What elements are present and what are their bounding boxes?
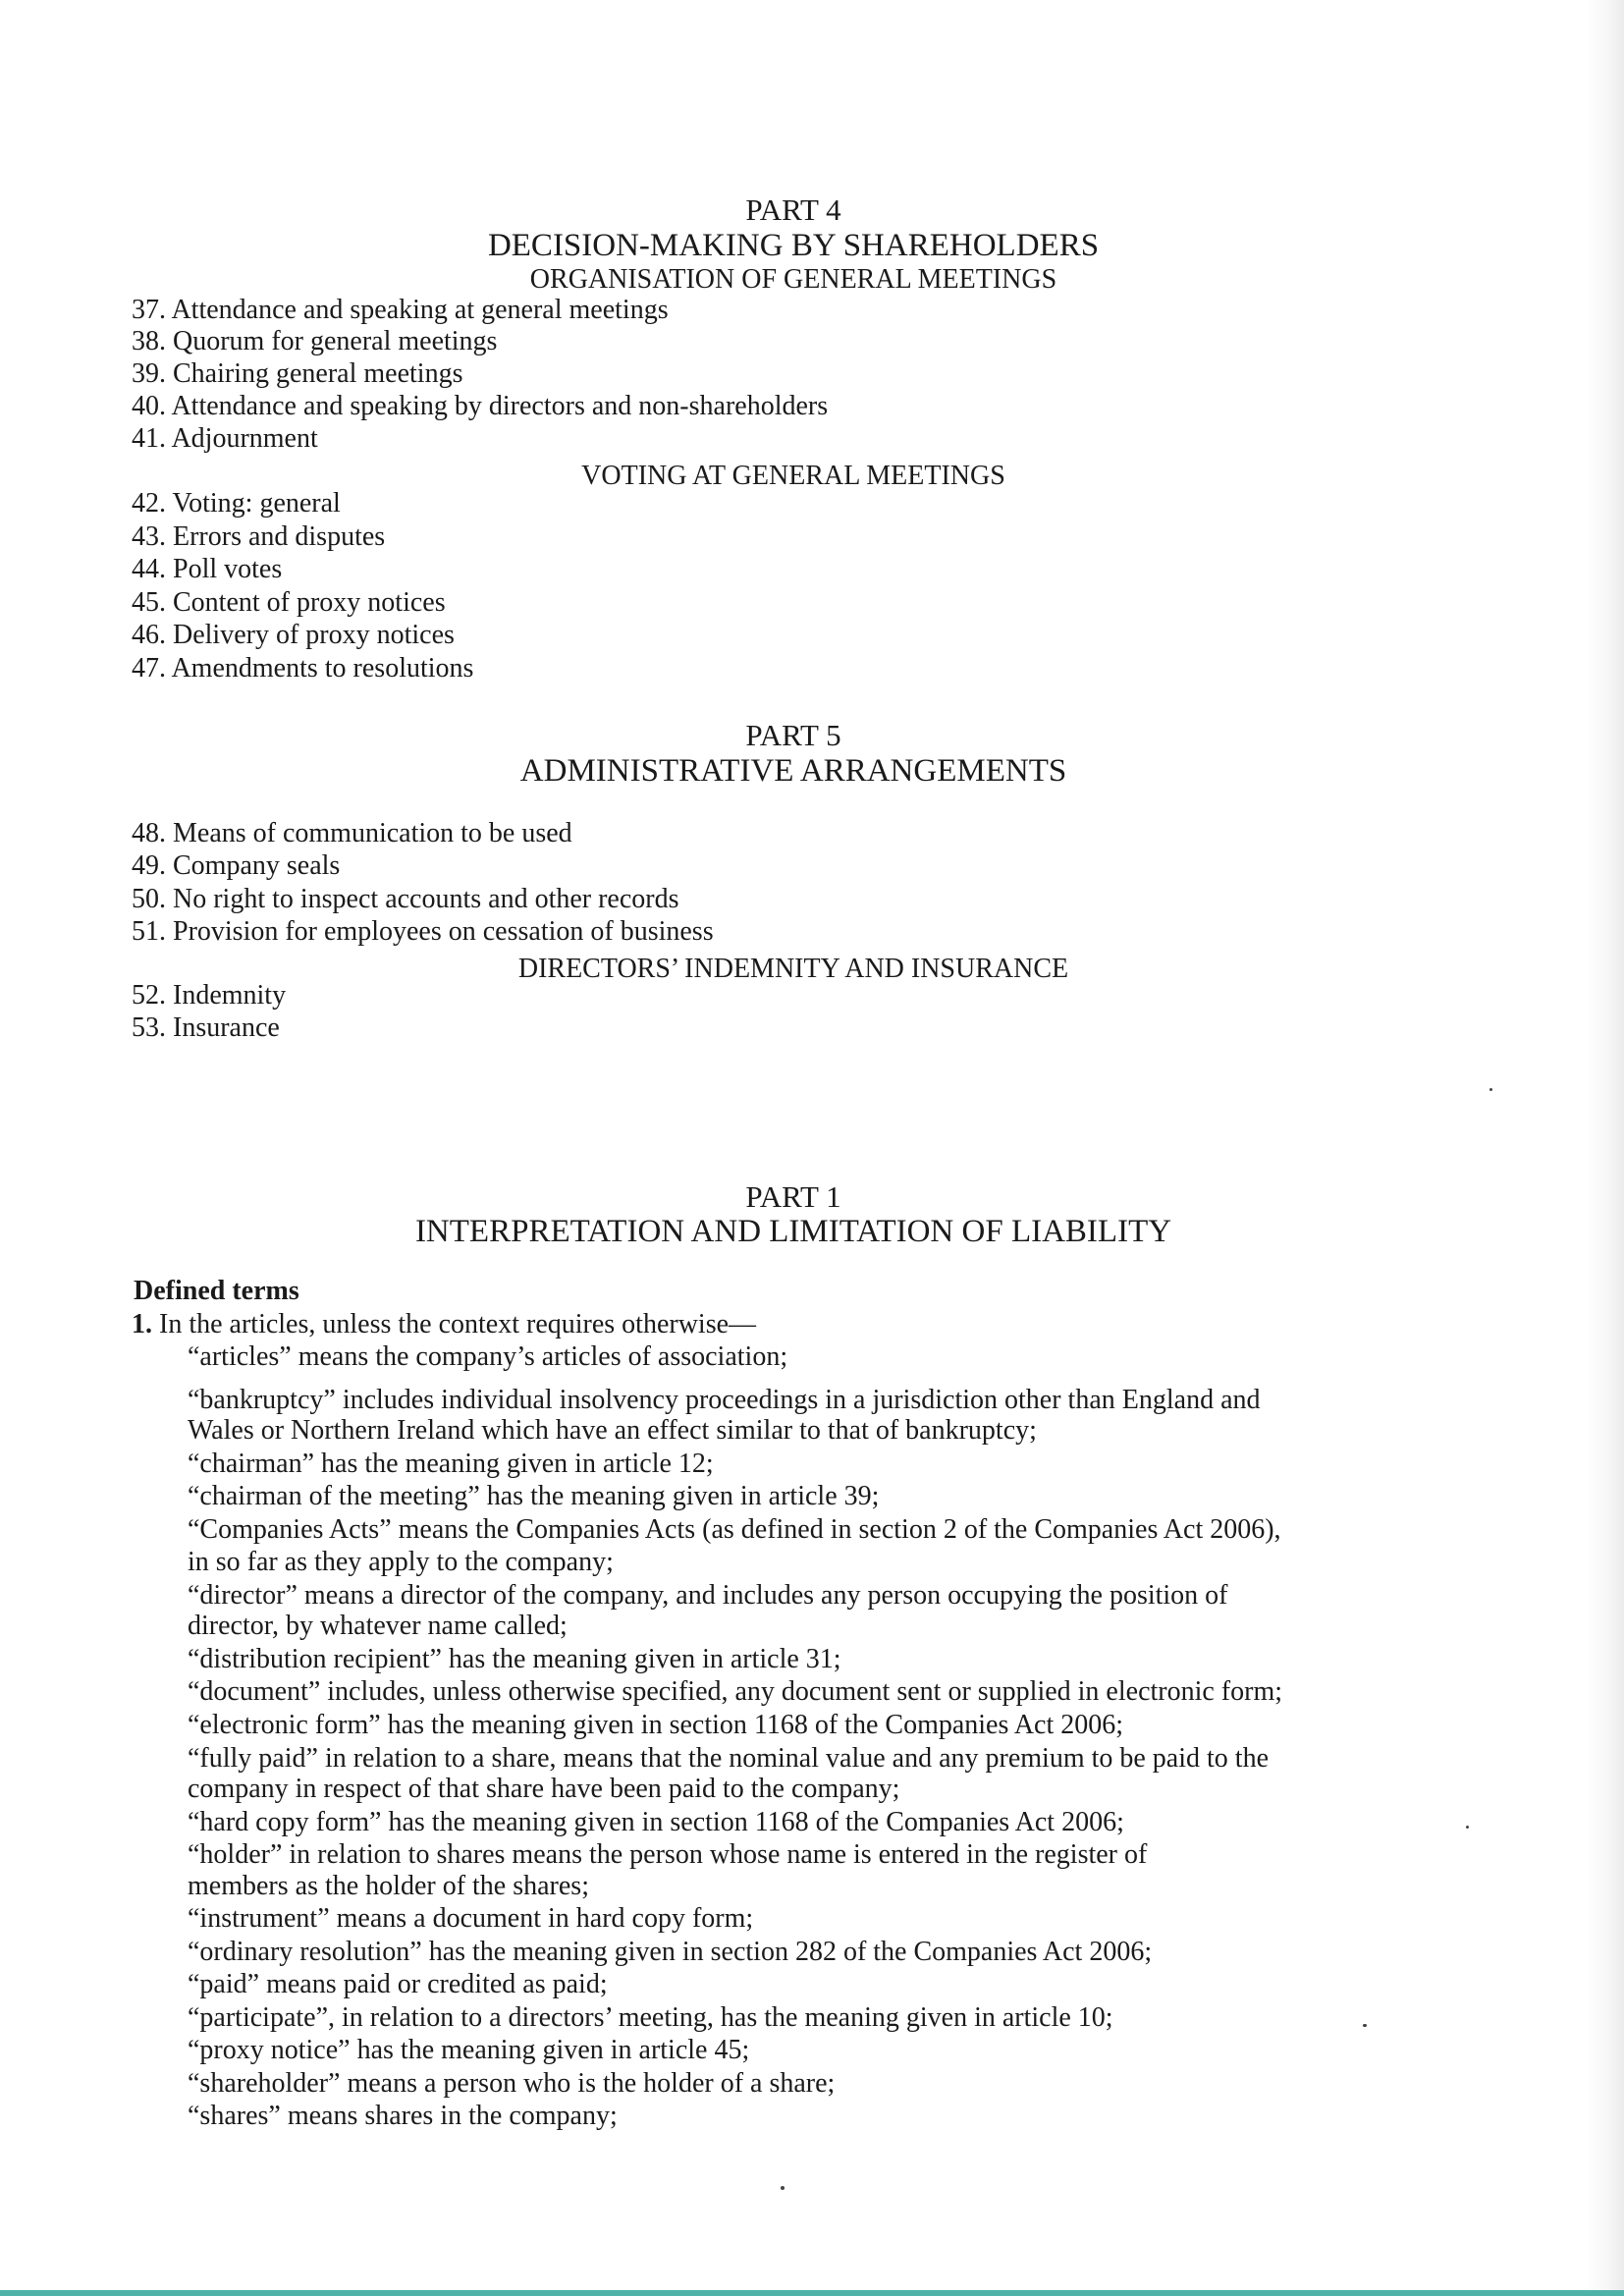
definition-line: “shares” means shares in the company; [188,2101,618,2131]
toc-item-42: 42. Voting: general [132,488,341,519]
section-heading-indemnity: DIRECTORS’ INDEMNITY AND INSURANCE [517,954,1069,984]
definition-line: “proxy notice” has the meaning given in article 45; [188,2035,750,2065]
toc-item-45: 45. Content of proxy notices [132,587,446,618]
page-edge-shadow [1585,0,1624,2296]
toc-item-51: 51. Provision for employees on cessation of business [132,916,714,947]
toc-item-49: 49. Company seals [132,850,341,881]
toc-item-39: 39. Chairing general meetings [132,358,463,389]
toc-item-44: 44. Poll votes [132,554,283,584]
definition-line: Wales or Northern Ireland which have an effect similar to that of bankruptcy; [188,1415,1037,1446]
definition-line: “director” means a director of the company, and includes any person occupying the position of [188,1580,1228,1611]
definition-line: “shareholder” means a person who is the holder of a share; [188,2068,836,2099]
article-intro-text: In the articles, unless the context requires otherwise— [159,1309,757,1339]
toc-item-46: 46. Delivery of proxy notices [132,620,455,650]
scan-speck [781,2186,785,2190]
definition-line: company in respect of that share have been paid to the company; [188,1774,900,1804]
toc-item-37: 37. Attendance and speaking at general meetings [132,295,669,325]
scan-speck [1489,1088,1492,1091]
scan-speck [1363,2024,1367,2027]
part-5-title: ADMINISTRATIVE ARRANGEMENTS [519,753,1067,789]
article-1-intro [132,1309,756,1340]
definition-line: “chairman of the meeting” has the meaning given in article 39; [188,1481,880,1511]
definition-line: “bankruptcy” includes individual insolvency proceedings in a jurisdiction other than England and [188,1385,1261,1415]
toc-item-53: 53. Insurance [132,1012,280,1043]
part-4-label: PART 4 [745,192,841,227]
section-heading-organisation: ORGANISATION OF GENERAL MEETINGS [529,264,1057,295]
definition-line: “instrument” means a document in hard copy form; [188,1903,754,1934]
definition-line: “fully paid” in relation to a share, means that the nominal value and any premium to be paid to the [188,1743,1269,1774]
definition-line: members as the holder of the shares; [188,1871,589,1901]
definition-line: “holder” in relation to shares means the person whose name is entered in the register of [188,1839,1148,1870]
section-heading-voting: VOTING AT GENERAL MEETINGS [581,461,1005,491]
definition-line: “hard copy form” has the meaning given in section 1168 of the Companies Act 2006; [188,1807,1124,1837]
definition-line: “chairman” has the meaning given in article 12; [188,1449,714,1479]
defined-terms-heading: Defined terms [134,1276,299,1306]
definition-line: “participate”, in relation to a directors’ meeting, has the meaning given in article 10; [188,2002,1113,2033]
part-1-label: PART 1 [745,1179,841,1214]
definition-line: “document” includes, unless otherwise specified, any document sent or supplied in electronic form; [188,1676,1283,1707]
toc-item-47: 47. Amendments to resolutions [132,653,474,683]
definition-line: “distribution recipient” has the meaning given in article 31; [188,1644,841,1674]
part-1-title: INTERPRETATION AND LIMITATION OF LIABILITY [414,1214,1172,1249]
definition-line: director, by whatever name called; [188,1611,568,1641]
toc-item-38: 38. Quorum for general meetings [132,326,498,356]
definition-line: “paid” means paid or credited as paid; [188,1969,608,1999]
toc-item-50: 50. No right to inspect accounts and other records [132,884,679,914]
definition-line: “Companies Acts” means the Companies Acts (as defined in section 2 of the Companies Act 2006), [188,1514,1281,1545]
part-5-label: PART 5 [745,718,841,752]
toc-item-40: 40. Attendance and speaking by directors and non-shareholders [132,391,829,421]
scanner-edge-strip [0,2290,1624,2296]
definition-line: “electronic form” has the meaning given in section 1168 of the Companies Act 2006; [188,1710,1124,1740]
scan-speck [1466,1826,1469,1829]
toc-item-41: 41. Adjournment [132,423,318,454]
toc-item-52: 52. Indemnity [132,980,287,1011]
definition-line: in so far as they apply to the company; [188,1547,614,1577]
definition-line: “articles” means the company’s articles of association; [188,1341,788,1372]
part-4-title: DECISION-MAKING BY SHAREHOLDERS [487,228,1100,263]
definition-line: “ordinary resolution” has the meaning given in section 282 of the Companies Act 2006; [188,1937,1153,1967]
article-number: 1. [132,1309,152,1339]
toc-item-43: 43. Errors and disputes [132,521,386,552]
toc-item-48: 48. Means of communication to be used [132,818,572,848]
